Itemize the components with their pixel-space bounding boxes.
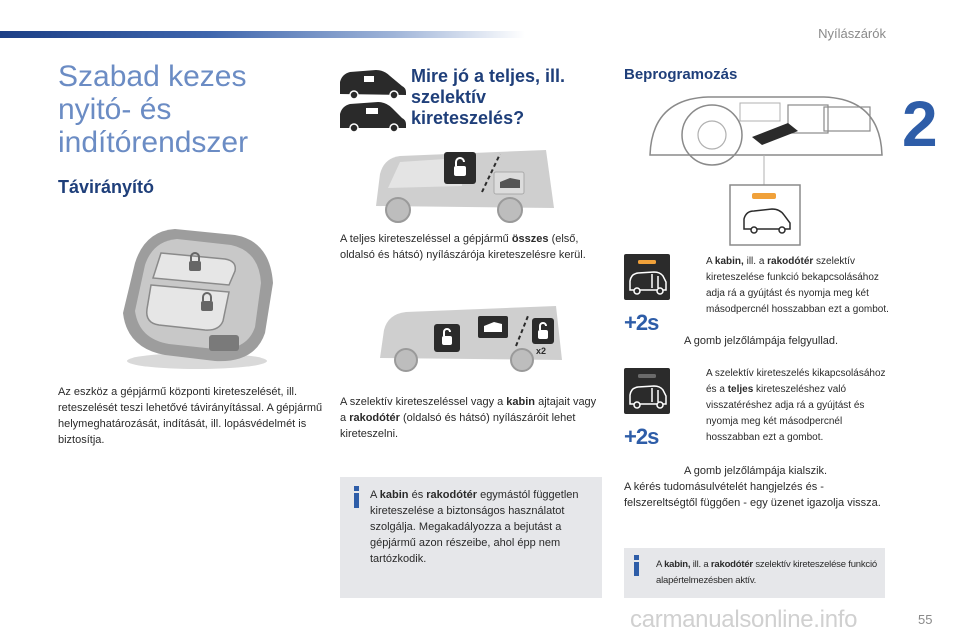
section-title-remote: Távirányító bbox=[58, 177, 155, 197]
info-box-selective bbox=[340, 477, 602, 598]
page-title: Szabad kezes nyitó- és indítórendszer bbox=[58, 60, 249, 159]
info-text: A kabin és rakodótér egymástól független kireteszelése a biztonságos használatot szolgálja. Megakadályozza a bejutást a gépjármű azon részeibe, ahol épp nem tartózkodik. bbox=[370, 489, 579, 565]
selective-unlock-description: A szelektív kireteszeléssel vagy a kabin ajtajait vagy a rakodótér (oldalsó és hátsó) nyílászáróit lehet kireteszelni. bbox=[340, 396, 597, 440]
indicator-lamp bbox=[752, 193, 776, 199]
confirmation-description: A kérés tudomásulvételét hangjelzés és - felszereltségtől függően - egy üzenet igazolja vissza. bbox=[624, 481, 881, 509]
lamp-off-note: A gomb jelzőlámpája kialszik. bbox=[684, 465, 828, 477]
watermark: carmanualsonline.info bbox=[630, 606, 858, 633]
van-selective-unlock-illustration bbox=[376, 302, 568, 372]
lamp-on-note: A gomb jelzőlámpája felgyullad. bbox=[684, 335, 839, 347]
chapter-number: 2 bbox=[902, 88, 938, 160]
selective-unlock-button-on bbox=[624, 254, 670, 300]
instruction-enable-selective: A kabin, ill. a rakodótér szelektív kireteszelése funkció bekapcsolásához adja rá a gyújtást és nyomja meg két másodpercnél hosszabban ezt a gombot. bbox=[706, 256, 889, 315]
page-number: 55 bbox=[918, 612, 933, 627]
full-unlock-description: A teljes kireteszeléssel a gépjármű összes (első, oldalsó és hátsó) nyílászárója kireteszelésre kerül. bbox=[340, 233, 586, 261]
info-text: A kabin, ill. a rakodótér szelektív kireteszelése funkció alapértelmezésben aktív. bbox=[656, 559, 877, 586]
info-icon bbox=[634, 562, 639, 576]
chapter-title: Nyílászárók bbox=[818, 26, 886, 41]
section-title-unlocking: Mire jó a teljes, ill. szelektív kireteszelés? bbox=[411, 66, 566, 128]
remote-description: Az eszköz a gépjármű központi kireteszelését, ill. reteszelését teszi lehetővé távirányítással. A gépjármű helymeghatározását, indítását, ill. lopásvédelmét is biztosítja. bbox=[58, 386, 323, 446]
press-twice-badge: x2 bbox=[536, 346, 547, 356]
info-box-default bbox=[624, 548, 885, 598]
van-full-unlock-illustration bbox=[370, 144, 560, 226]
section-title-programming: Beprogramozás bbox=[624, 66, 738, 83]
header-color-bar bbox=[0, 31, 525, 38]
hold-two-seconds-label: +2s bbox=[624, 424, 659, 449]
van-icons bbox=[336, 62, 408, 132]
selective-unlock-button-off bbox=[624, 368, 670, 414]
info-icon bbox=[354, 493, 359, 508]
dashboard-button-illustration bbox=[648, 95, 884, 247]
remote-key-illustration bbox=[105, 223, 285, 373]
hold-two-seconds-label: +2s bbox=[624, 310, 659, 335]
instruction-disable-selective: A szelektív kireteszelés kikapcsolásához és a teljes kireteszeléshez való visszatéréshez adja rá a gyújtást és nyomja meg két másodpercnél hosszabban ezt a gombot. bbox=[706, 368, 886, 443]
